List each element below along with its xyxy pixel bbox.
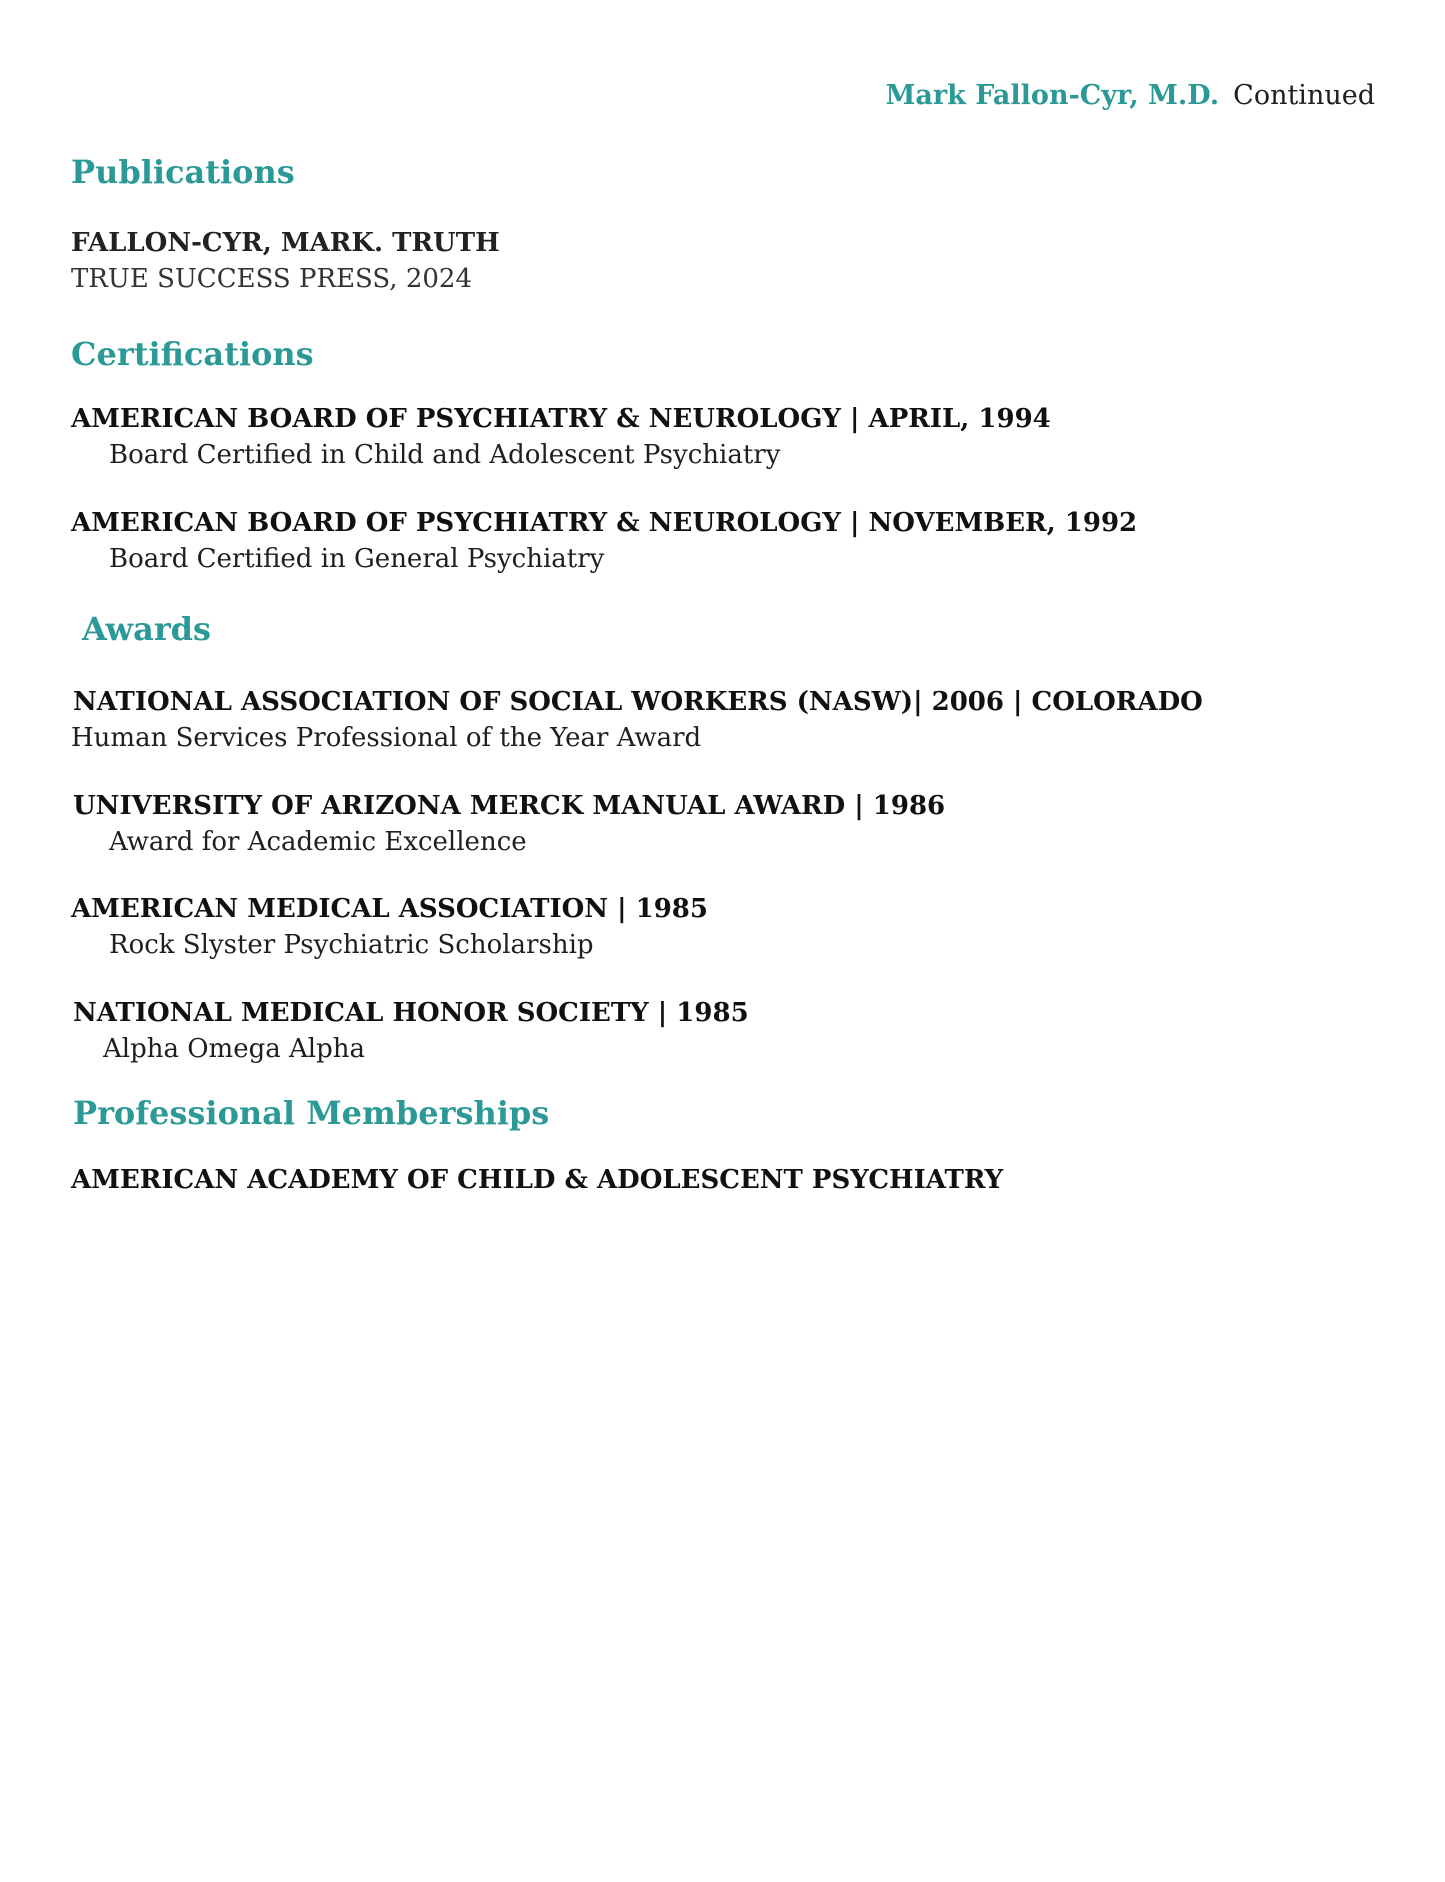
continued-label: Continued: [1233, 80, 1375, 111]
award-detail: Award for Academic Excellence: [109, 827, 527, 857]
award-heading: AMERICAN MEDICAL ASSOCIATION | 1985: [71, 894, 708, 924]
award-heading: NATIONAL MEDICAL HONOR SOCIETY | 1985: [73, 998, 749, 1028]
certification-detail: Board Certified in Child and Adolescent Psychiatry: [109, 440, 781, 470]
page-header: [886, 80, 1375, 111]
publication-heading: FALLON-CYR, MARK. TRUTH: [71, 228, 500, 258]
certification-heading: AMERICAN BOARD OF PSYCHIATRY & NEUROLOGY | APRIL, 1994: [71, 404, 1051, 434]
publication-detail: TRUE SUCCESS PRESS, 2024: [71, 264, 472, 294]
section-title-awards: Awards: [82, 610, 212, 648]
award-detail: Alpha Omega Alpha: [103, 1034, 365, 1064]
section-title-publications: Publications: [71, 153, 295, 191]
certification-heading: AMERICAN BOARD OF PSYCHIATRY & NEUROLOGY | NOVEMBER, 1992: [71, 508, 1138, 538]
membership-heading: AMERICAN ACADEMY OF CHILD & ADOLESCENT PSYCHIATRY: [71, 1165, 1004, 1195]
award-heading: NATIONAL ASSOCIATION OF SOCIAL WORKERS (NASW)| 2006 | COLORADO: [73, 687, 1203, 717]
section-title-memberships: Professional Memberships: [73, 1094, 550, 1132]
award-detail: Human Services Professional of the Year Award: [71, 723, 702, 753]
section-title-certifications: Certifications: [71, 335, 314, 373]
award-detail: Rock Slyster Psychiatric Scholarship: [109, 930, 594, 960]
award-heading: UNIVERSITY OF ARIZONA MERCK MANUAL AWARD | 1986: [73, 791, 946, 821]
author-name: Mark Fallon-Cyr, M.D.: [885, 80, 1220, 111]
certification-detail: Board Certified in General Psychiatry: [109, 544, 605, 574]
